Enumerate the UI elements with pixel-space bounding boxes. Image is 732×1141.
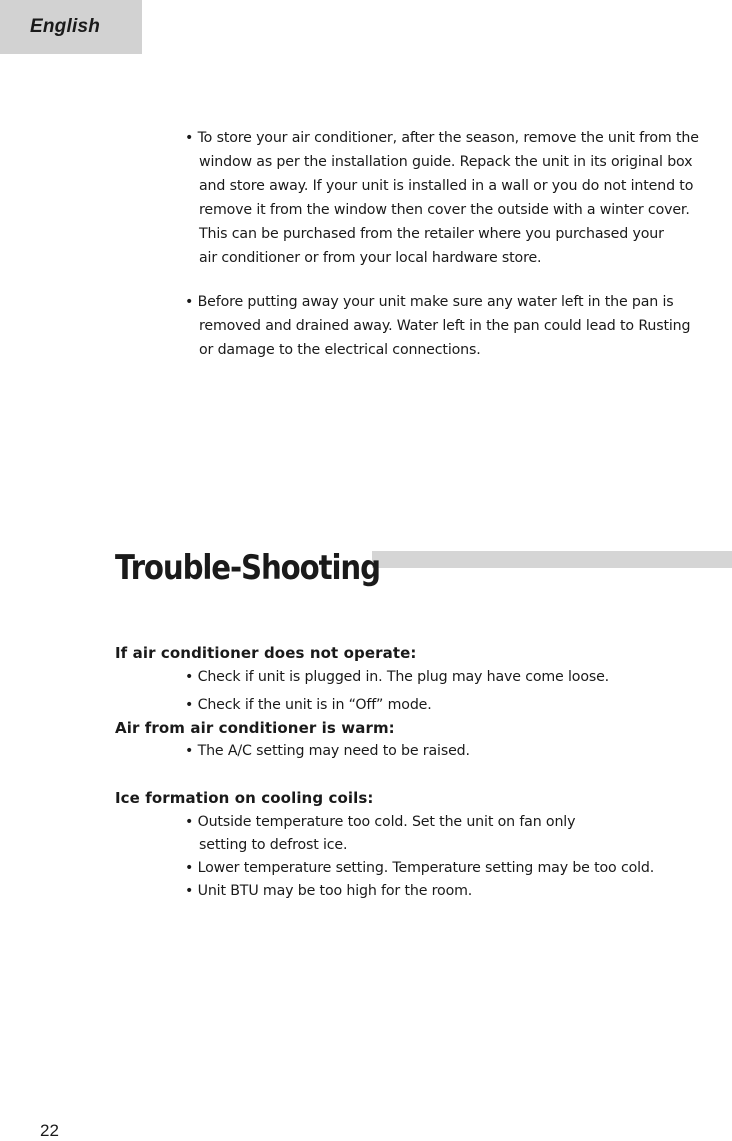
storage-bullet-1-line-4: remove it from the window then cover the outside with a winter cover. — [199, 202, 690, 218]
tip-off-mode: • Check if the unit is in “Off” mode. — [185, 697, 432, 713]
storage-bullet-1-line-3: and store away. If your unit is installed in a wall or you do not intend to — [199, 178, 694, 194]
tip-outside-temp-cont: setting to defrost ice. — [199, 837, 348, 853]
problem-heading-warm-air: Air from air conditioner is warm: — [115, 719, 395, 737]
tip-raise-setting: • The A/C setting may need to be raised. — [185, 743, 470, 759]
tip-outside-temp: • Outside temperature too cold. Set the unit on fan only — [185, 814, 576, 830]
storage-bullet-1-line-6: air conditioner or from your local hardware store. — [199, 250, 542, 266]
tip-plugged-in: • Check if unit is plugged in. The plug may have come loose. — [185, 669, 610, 685]
tip-lower-temp: • Lower temperature setting. Temperature setting may be too cold. — [185, 860, 655, 876]
tip-btu-too-high: • Unit BTU may be too high for the room. — [185, 883, 473, 899]
storage-bullet-2-line-3: or damage to the electrical connections. — [199, 342, 481, 358]
storage-bullet-1-line-5: This can be purchased from the retailer where you purchased your — [199, 226, 664, 242]
storage-bullet-2 — [185, 290, 732, 362]
language-tab-label: English — [30, 16, 101, 37]
problem-heading-no-operate: If air conditioner does not operate: — [115, 644, 417, 662]
section-title: Trouble-Shooting — [115, 548, 380, 588]
storage-bullet-2-line-2: removed and drained away. Water left in the pan could lead to Rusting — [199, 318, 691, 334]
language-tab — [0, 0, 142, 54]
page-number: 22 — [40, 1121, 59, 1140]
storage-bullet-1-line-1: • To store your air conditioner, after the season, remove the unit from the — [185, 130, 699, 146]
storage-bullet-2-line-1: • Before putting away your unit make sure any water left in the pan is — [185, 294, 674, 310]
storage-bullet-1 — [185, 126, 732, 270]
section-title-bar — [372, 551, 732, 568]
problem-heading-ice-formation: Ice formation on cooling coils: — [115, 789, 374, 807]
storage-bullet-1-line-2: window as per the installation guide. Repack the unit in its original box — [199, 154, 693, 170]
